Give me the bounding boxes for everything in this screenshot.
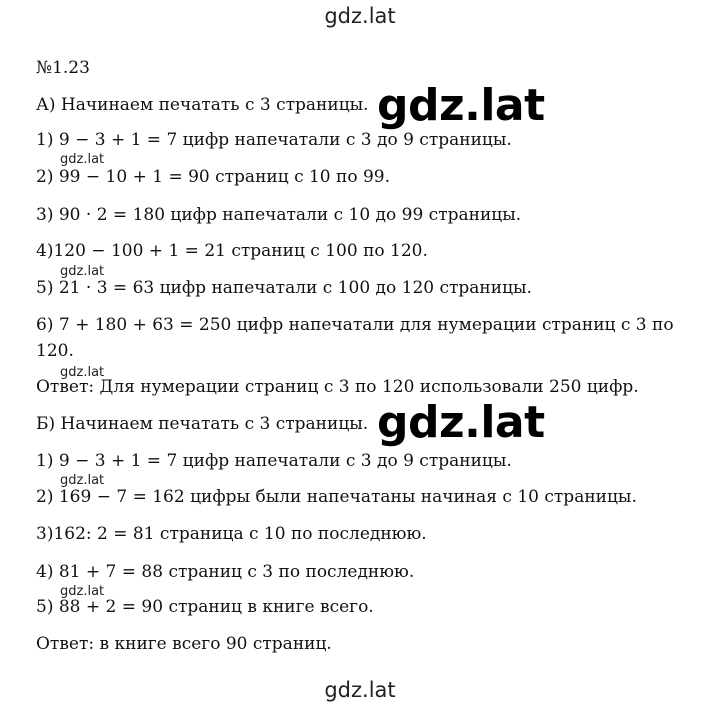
part-b-step-1: 1) 9 − 3 + 1 = 7 цифр напечатали с 3 до 9 страницы.	[36, 451, 512, 471]
part-b-step-4: 4) 81 + 7 = 88 страниц с 3 по последнюю.	[36, 562, 415, 582]
problem-number: №1.23	[36, 58, 90, 78]
part-b-heading: Б) Начинаем печатать с 3 страницы.	[36, 414, 369, 434]
part-b-step-2: 2) 169 − 7 = 162 цифры были напечатаны начиная с 10 страницы.	[36, 487, 637, 507]
watermark-small: gdz.lat	[60, 584, 105, 599]
watermark-large: gdz.lat	[377, 80, 545, 131]
part-a-step-3: 3) 90 · 2 = 180 цифр напечатали с 10 до 99 страницы.	[36, 205, 522, 225]
part-a-step-2: 2) 99 − 10 + 1 = 90 страниц с 10 по 99.	[36, 167, 391, 187]
part-a-step-6-continued: 120.	[36, 341, 74, 361]
part-b-answer: Ответ: в книге всего 90 страниц.	[36, 634, 332, 654]
watermark-small: gdz.lat	[60, 264, 105, 279]
part-a-step-6: 6) 7 + 180 + 63 = 250 цифр напечатали для нумерации страниц с 3 по	[36, 315, 674, 335]
part-b-step-5: 5) 88 + 2 = 90 страниц в книге всего.	[36, 597, 374, 617]
part-b-step-3: 3)162: 2 = 81 страница с 10 по последнюю.	[36, 524, 427, 544]
part-a-step-5: 5) 21 · 3 = 63 цифр напечатали с 100 до 120 страницы.	[36, 278, 532, 298]
watermark-top: gdz.lat	[324, 4, 396, 28]
watermark-small: gdz.lat	[60, 365, 105, 380]
watermark-small: gdz.lat	[60, 473, 105, 488]
watermark-bottom: gdz.lat	[324, 678, 396, 702]
watermark-large: gdz.lat	[377, 397, 545, 448]
part-a-step-4: 4)120 − 100 + 1 = 21 страниц с 100 по 120.	[36, 241, 428, 261]
part-a-answer: Ответ: Для нумерации страниц с 3 по 120 использовали 250 цифр.	[36, 377, 639, 397]
part-a-step-1: 1) 9 − 3 + 1 = 7 цифр напечатали с 3 до 9 страницы.	[36, 130, 512, 150]
watermark-small: gdz.lat	[60, 152, 105, 167]
part-a-heading: А) Начинаем печатать с 3 страницы.	[36, 95, 369, 115]
